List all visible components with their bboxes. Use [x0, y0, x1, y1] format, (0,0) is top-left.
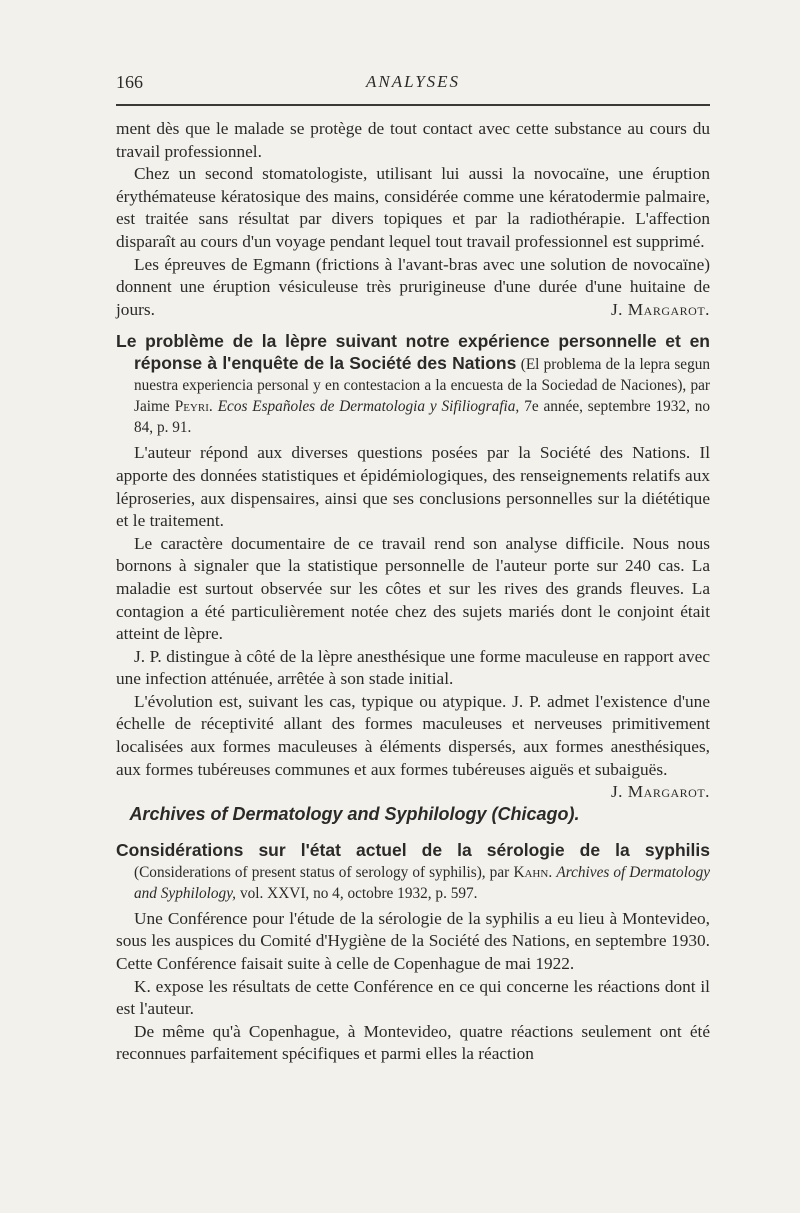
paragraph: [116, 254, 710, 322]
header-rule: [116, 104, 710, 106]
article-journal: Ecos Españoles de Dermatologia y Sifiliografia,: [217, 398, 520, 416]
article-title-original: (Considerations of present status of serology of syphilis), par: [134, 863, 510, 881]
paragraph: Une Conférence pour l'étude de la sérologie de la syphilis a eu lieu à Montevideo, sous les auspices du Comité d'Hygiène de la Société des Nations, en septembre 1930. Cette Conférence faisait suite à celle de Copenhague de mai 1922.: [116, 908, 710, 974]
paragraph-text: Les épreuves de Egmann (frictions à l'avant-bras avec une solution de novocaïne) donnent une éruption vésiculeuse très prurigineuse d'une durée d'une huitaine de jours.: [116, 254, 710, 319]
paragraph: J. P. distingue à côté de la lèpre anesthésique une forme maculeuse en rapport avec une infection atténuée, arrêtée à son stade initial.: [116, 646, 710, 689]
paragraph: K. expose les résultats de cette Conférence en ce qui concerne les réactions dont il est l'auteur.: [116, 976, 710, 1019]
section-heading: Archives of Dermatology and Syphilology (Chicago).: [129, 804, 580, 825]
article-title: [116, 840, 710, 904]
article-journal: Archives of Dermatology and Syphilology,: [134, 863, 711, 902]
paragraph: [116, 691, 710, 802]
article-citation: vol. XXVI, no 4, octobre 1932, p. 597.: [239, 884, 478, 902]
article-title-main: Le problème de la lèpre suivant notre expérience personnelle et en réponse à l'enquête de la Société des Nations: [116, 331, 710, 374]
signature: J. Margarot.: [610, 782, 710, 802]
signature: J. Margarot.: [610, 299, 710, 319]
paragraph: Le caractère documentaire de ce travail rend son analyse difficile. Nous nous bornons à signaler que la statistique personnelle de l'auteur porte sur 240 cas. La maladie est surtout observée sur les côtes et sur les rives des grands fleuves. La contagion a été particulièrement notée chez des sujets mariés dont le conjoint était atteint de lèpre.: [116, 533, 710, 644]
article-author: Peyri.: [174, 398, 213, 416]
page-header: [116, 72, 710, 96]
paragraph: Chez un second stomatologiste, utilisant lui aussi la novocaïne, une éruption érythémateuse kératosique des mains, considérée comme une kératodermie palmaire, est traitée sans résultat par divers topiques et par la radiothérapie. L'affection disparaît au cours d'un voyage pendant lequel tout travail professionnel est supprimé.: [116, 164, 710, 251]
paragraph-text: L'évolution est, suivant les cas, typique ou atypique. J. P. admet l'existence d'une échelle de réceptivité allant des formes maculeuses et nerveuses primitivement localisées aux formes maculeuses à éléments dispersés, aux formes anesthésiques, aux formes tubéreuses communes et aux formes tubéreuses aiguës et subaiguës.: [116, 691, 710, 779]
page-number: 166: [116, 72, 143, 92]
article-citation: 7e année, septembre 1932, no 84, p. 91.: [134, 398, 711, 437]
article-title: [116, 331, 710, 438]
running-title: ANALYSES: [365, 72, 461, 91]
paragraph: De même qu'à Copenhague, à Montevideo, quatre réactions seulement ont été reconnues parfaitement spécifiques et parmi elles la réaction: [116, 1021, 710, 1064]
paragraph: ment dès que le malade se protège de tout contact avec cette substance au cours du travail professionnel.: [116, 119, 710, 161]
article-author: Kahn.: [513, 863, 553, 881]
article-title-main: Considérations sur l'état actuel de la sérologie de la syphilis: [116, 839, 710, 860]
page-body: [116, 118, 710, 1066]
paragraph: L'auteur répond aux diverses questions posées par la Société des Nations. Il apporte des données statistiques et épidémiologiques, des renseignements relatifs aux léproseries, aux dispensaires, ainsi que ses conclusions personnelles sur la diététique et le traitement.: [116, 443, 710, 531]
article-title-original: (El problema de la lepra segun nuestra experiencia personal y en contestacion a la encuesta de la Sociedad de Naciones), par Jaime: [134, 356, 711, 416]
